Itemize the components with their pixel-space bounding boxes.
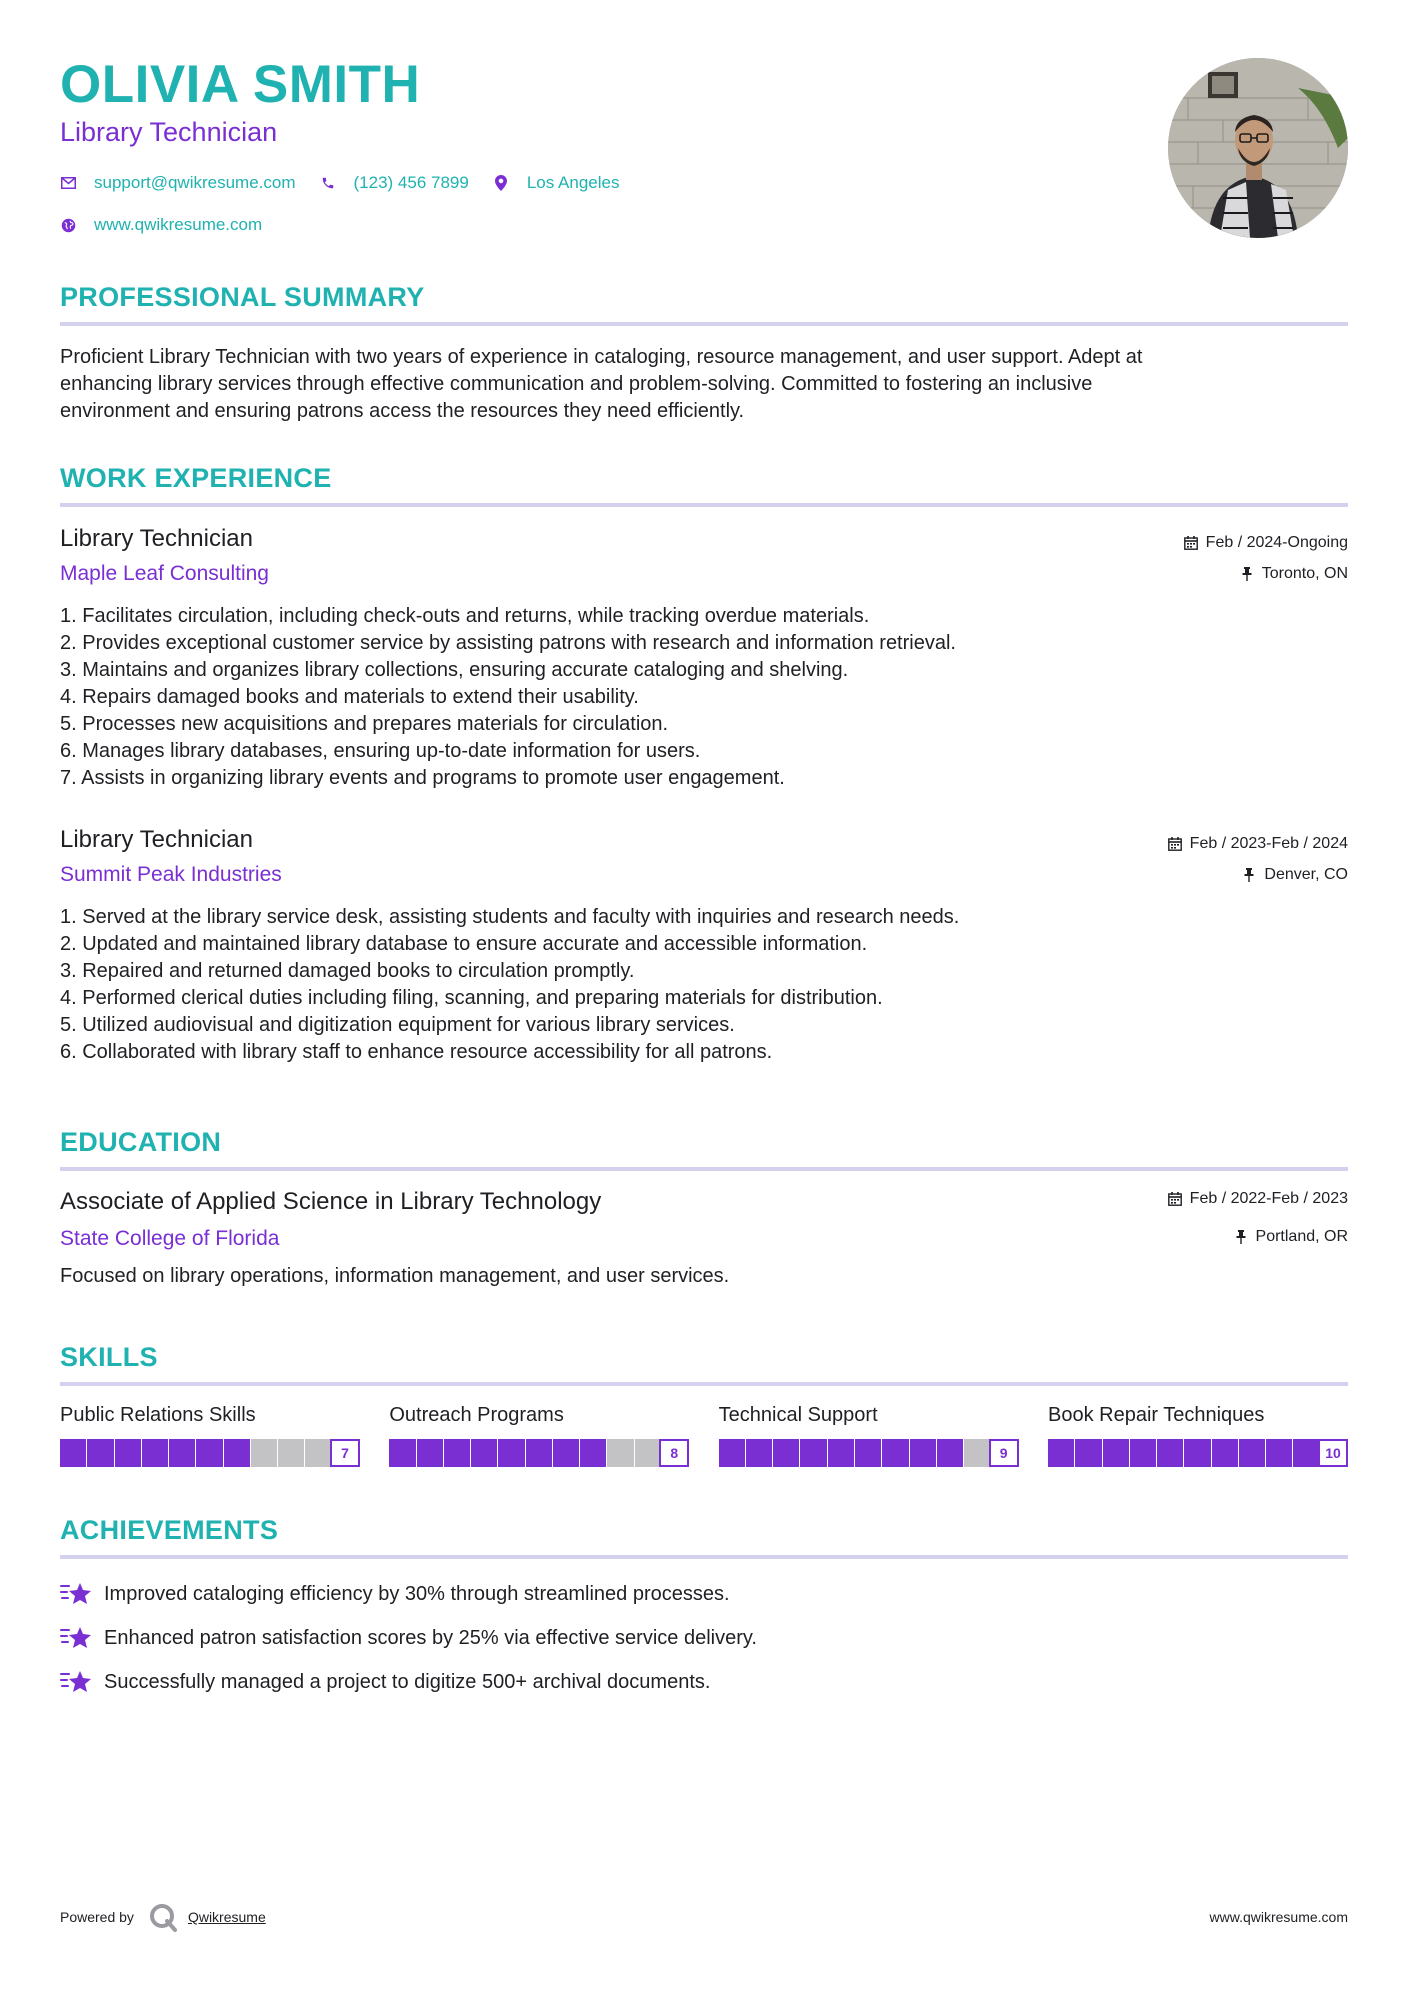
summary-text [60, 344, 1348, 425]
skill-bar-segment [142, 1439, 168, 1467]
education-entry [60, 1188, 1348, 1287]
education-section [60, 1129, 1348, 1171]
calendar-icon [1168, 1192, 1182, 1206]
job-bullet: 4. Repairs damaged books and materials to extend their usability. [60, 686, 639, 708]
skill-item [1048, 1405, 1348, 1467]
job-dates [1184, 534, 1348, 552]
skill-name: Outreach Programs [389, 1404, 564, 1426]
skill-bar-segment [800, 1439, 826, 1467]
contact-row [60, 173, 643, 193]
summary-heading: PROFESSIONAL SUMMARY [60, 282, 425, 312]
skills-list [60, 1405, 1348, 1467]
footer [60, 1902, 1348, 1932]
achievement-item [60, 1616, 1348, 1660]
skill-bar-segment [115, 1439, 141, 1467]
summary-line: environment and ensuring patrons access the resources they need efficiently. [60, 400, 745, 422]
skill-bar-segment [278, 1439, 304, 1467]
skill-bar-segment [1212, 1439, 1238, 1467]
skill-bar-segment [828, 1439, 854, 1467]
job-bullet: 3. Repaired and returned damaged books to circulation promptly. [60, 960, 635, 982]
job-dates-text: Feb / 2023-Feb / 2024 [1189, 835, 1348, 852]
skill-bar-segment [498, 1439, 524, 1467]
skill-bar-segment [964, 1439, 990, 1467]
summary-line: enhancing library services through effective communication and problem-solving. Committed to fostering an inclusive [60, 373, 1093, 395]
job-bullet: 6. Manages library databases, ensuring up-to-date information for users. [60, 740, 701, 762]
summary-line: Proficient Library Technician with two years of experience in cataloging, resource management, and user support. Adept at [60, 346, 1143, 368]
skill-bar-segment [224, 1439, 250, 1467]
globe-icon [60, 217, 76, 233]
skill-bar-segment [1075, 1439, 1101, 1467]
calendar-icon [1168, 837, 1182, 851]
section-divider [60, 322, 1348, 326]
section-divider [60, 1167, 1348, 1171]
skill-level-badge: 9 [989, 1439, 1019, 1467]
achievement-item [60, 1572, 1348, 1616]
skill-name: Public Relations Skills [60, 1404, 256, 1426]
achievement-text: Improved cataloging efficiency by 30% through streamlined processes. [104, 1582, 730, 1605]
skill-bar-segment [1130, 1439, 1156, 1467]
section-divider [60, 1555, 1348, 1559]
contact-row-website [60, 215, 286, 235]
skill-bar-segment [1048, 1439, 1074, 1467]
skill-bar-segment [251, 1439, 277, 1467]
skills-section [60, 1344, 1348, 1467]
phone-text: (123) 456 7899 [353, 173, 469, 192]
job-bullet: 2. Updated and maintained library database to ensure accurate and accessible information. [60, 933, 868, 955]
envelope-icon [60, 175, 76, 191]
skill-name: Book Repair Techniques [1047, 1404, 1265, 1426]
pushpin-icon [1240, 567, 1254, 581]
shooting-star-icon [60, 1668, 92, 1696]
skill-bar-segment [882, 1439, 908, 1467]
achievements-list [60, 1572, 1348, 1704]
skill-bar-segment [1239, 1439, 1265, 1467]
education-dates-text: Feb / 2022-Feb / 2023 [1189, 1190, 1348, 1207]
skill-bar-segment [196, 1439, 222, 1467]
job-entry [60, 826, 1348, 1063]
job-dates-text: Feb / 2024-Ongoing [1205, 534, 1348, 551]
skill-bar-segment [635, 1439, 661, 1467]
degree-title: Associate of Applied Science in Library Technology [60, 1188, 602, 1215]
job-bullet: 3. Maintains and organizes library collections, ensuring accurate cataloging and shelving. [60, 659, 849, 681]
job-company: Maple Leaf Consulting [60, 562, 269, 585]
skill-level-badge: 7 [330, 1439, 360, 1467]
footer-website-link[interactable]: www.qwikresume.com [1209, 1909, 1348, 1925]
contact-email[interactable] [60, 173, 296, 193]
skill-bar-segment [305, 1439, 331, 1467]
skill-bar-segment [169, 1439, 195, 1467]
section-divider [60, 1382, 1348, 1386]
skill-bar-segment [1266, 1439, 1292, 1467]
skill-bar-segment [937, 1439, 963, 1467]
job-title: Library Technician [60, 826, 253, 853]
achievements-section [60, 1517, 1348, 1704]
skills-heading: SKILLS [60, 1342, 158, 1372]
education-description: Focused on library operations, information management, and user services. [60, 1265, 730, 1287]
map-pin-icon [493, 175, 509, 191]
achievement-text: Enhanced patron satisfaction scores by 25% via effective service delivery. [104, 1626, 757, 1649]
education-location [1234, 1228, 1348, 1246]
skill-bar-segment [87, 1439, 113, 1467]
skill-item [60, 1405, 360, 1467]
job-entry [60, 525, 1348, 789]
education-dates [1168, 1190, 1348, 1208]
skill-bar [389, 1439, 689, 1467]
skill-item [389, 1405, 689, 1467]
achievement-text: Successfully managed a project to digitize 500+ archival documents. [104, 1670, 711, 1693]
skill-bar-segment [389, 1439, 415, 1467]
candidate-name: OLIVIA SMITH [60, 55, 421, 114]
email-text: support@qwikresume.com [94, 173, 296, 192]
skill-bar-segment [1293, 1439, 1319, 1467]
job-bullet: 5. Processes new acquisitions and prepares materials for circulation. [60, 713, 669, 735]
calendar-icon [1184, 536, 1198, 550]
section-divider [60, 503, 1348, 507]
skill-bar-segment [773, 1439, 799, 1467]
job-bullet: 2. Provides exceptional customer service by assisting patrons with research and information retrieval. [60, 632, 956, 654]
contact-phone[interactable] [320, 173, 469, 193]
skill-bar-segment [746, 1439, 772, 1467]
experience-section [60, 465, 1348, 507]
job-dates [1168, 835, 1348, 853]
skill-bar [719, 1439, 1019, 1467]
pushpin-icon [1234, 1230, 1248, 1244]
job-bullets [60, 603, 956, 792]
skill-bar-segment [60, 1439, 86, 1467]
job-bullet: 1. Served at the library service desk, assisting students and faculty with inquiries and research needs. [60, 906, 960, 928]
skill-bar-segment [1103, 1439, 1129, 1467]
job-title: Library Technician [60, 525, 253, 552]
pushpin-icon [1242, 868, 1256, 882]
job-bullet: 1. Facilitates circulation, including check-outs and returns, while tracking overdue materials. [60, 605, 870, 627]
shooting-star-icon [60, 1580, 92, 1608]
phone-icon [320, 175, 336, 191]
website-text: www.qwikresume.com [94, 215, 263, 234]
location-text: Los Angeles [526, 173, 620, 192]
skill-bar-segment [1184, 1439, 1210, 1467]
experience-heading: WORK EXPERIENCE [60, 463, 332, 493]
achievements-heading: ACHIEVEMENTS [60, 1515, 279, 1545]
job-company: Summit Peak Industries [60, 863, 282, 886]
skill-bar-segment [910, 1439, 936, 1467]
skill-bar-segment [1157, 1439, 1183, 1467]
skill-bar [60, 1439, 360, 1467]
skill-bar-segment [580, 1439, 606, 1467]
skill-bar-segment [607, 1439, 633, 1467]
powered-by-label: Powered by [60, 1909, 134, 1925]
skill-bar-segment [471, 1439, 497, 1467]
candidate-title: Library Technician [60, 117, 278, 147]
skill-bar-segment [444, 1439, 470, 1467]
school-name: State College of Florida [60, 1227, 280, 1250]
job-location [1240, 565, 1348, 583]
summary-section [60, 284, 1348, 425]
shooting-star-icon [60, 1624, 92, 1652]
skill-bar [1048, 1439, 1348, 1467]
skill-bar-segment [553, 1439, 579, 1467]
job-location [1242, 866, 1348, 884]
qwikresume-link[interactable]: Qwikresume [187, 1909, 266, 1925]
qwikresume-logo-icon [148, 1902, 178, 1932]
skill-bar-segment [417, 1439, 443, 1467]
profile-photo [1168, 58, 1348, 238]
skill-bar-segment [719, 1439, 745, 1467]
job-location-text: Toronto, ON [1261, 565, 1348, 582]
skill-name: Technical Support [718, 1404, 878, 1426]
skill-item [719, 1405, 1019, 1467]
education-heading: EDUCATION [60, 1127, 222, 1157]
job-bullet: 4. Performed clerical duties including filing, scanning, and preparing materials for distribution. [60, 987, 883, 1009]
skill-bar-segment [526, 1439, 552, 1467]
contact-website[interactable] [60, 215, 262, 235]
education-location-text: Portland, OR [1255, 1228, 1348, 1245]
job-bullets [60, 904, 959, 1066]
job-location-text: Denver, CO [1264, 866, 1348, 883]
job-bullet: 6. Collaborated with library staff to enhance resource accessibility for all patrons. [60, 1041, 773, 1063]
job-bullet: 5. Utilized audiovisual and digitization equipment for various library services. [60, 1014, 735, 1036]
skill-level-badge: 8 [659, 1439, 689, 1467]
skill-bar-segment [855, 1439, 881, 1467]
job-bullet: 7. Assists in organizing library events and programs to promote user engagement. [60, 767, 785, 789]
achievement-item [60, 1660, 1348, 1704]
skill-level-badge: 10 [1318, 1439, 1348, 1467]
contact-location [493, 173, 620, 193]
